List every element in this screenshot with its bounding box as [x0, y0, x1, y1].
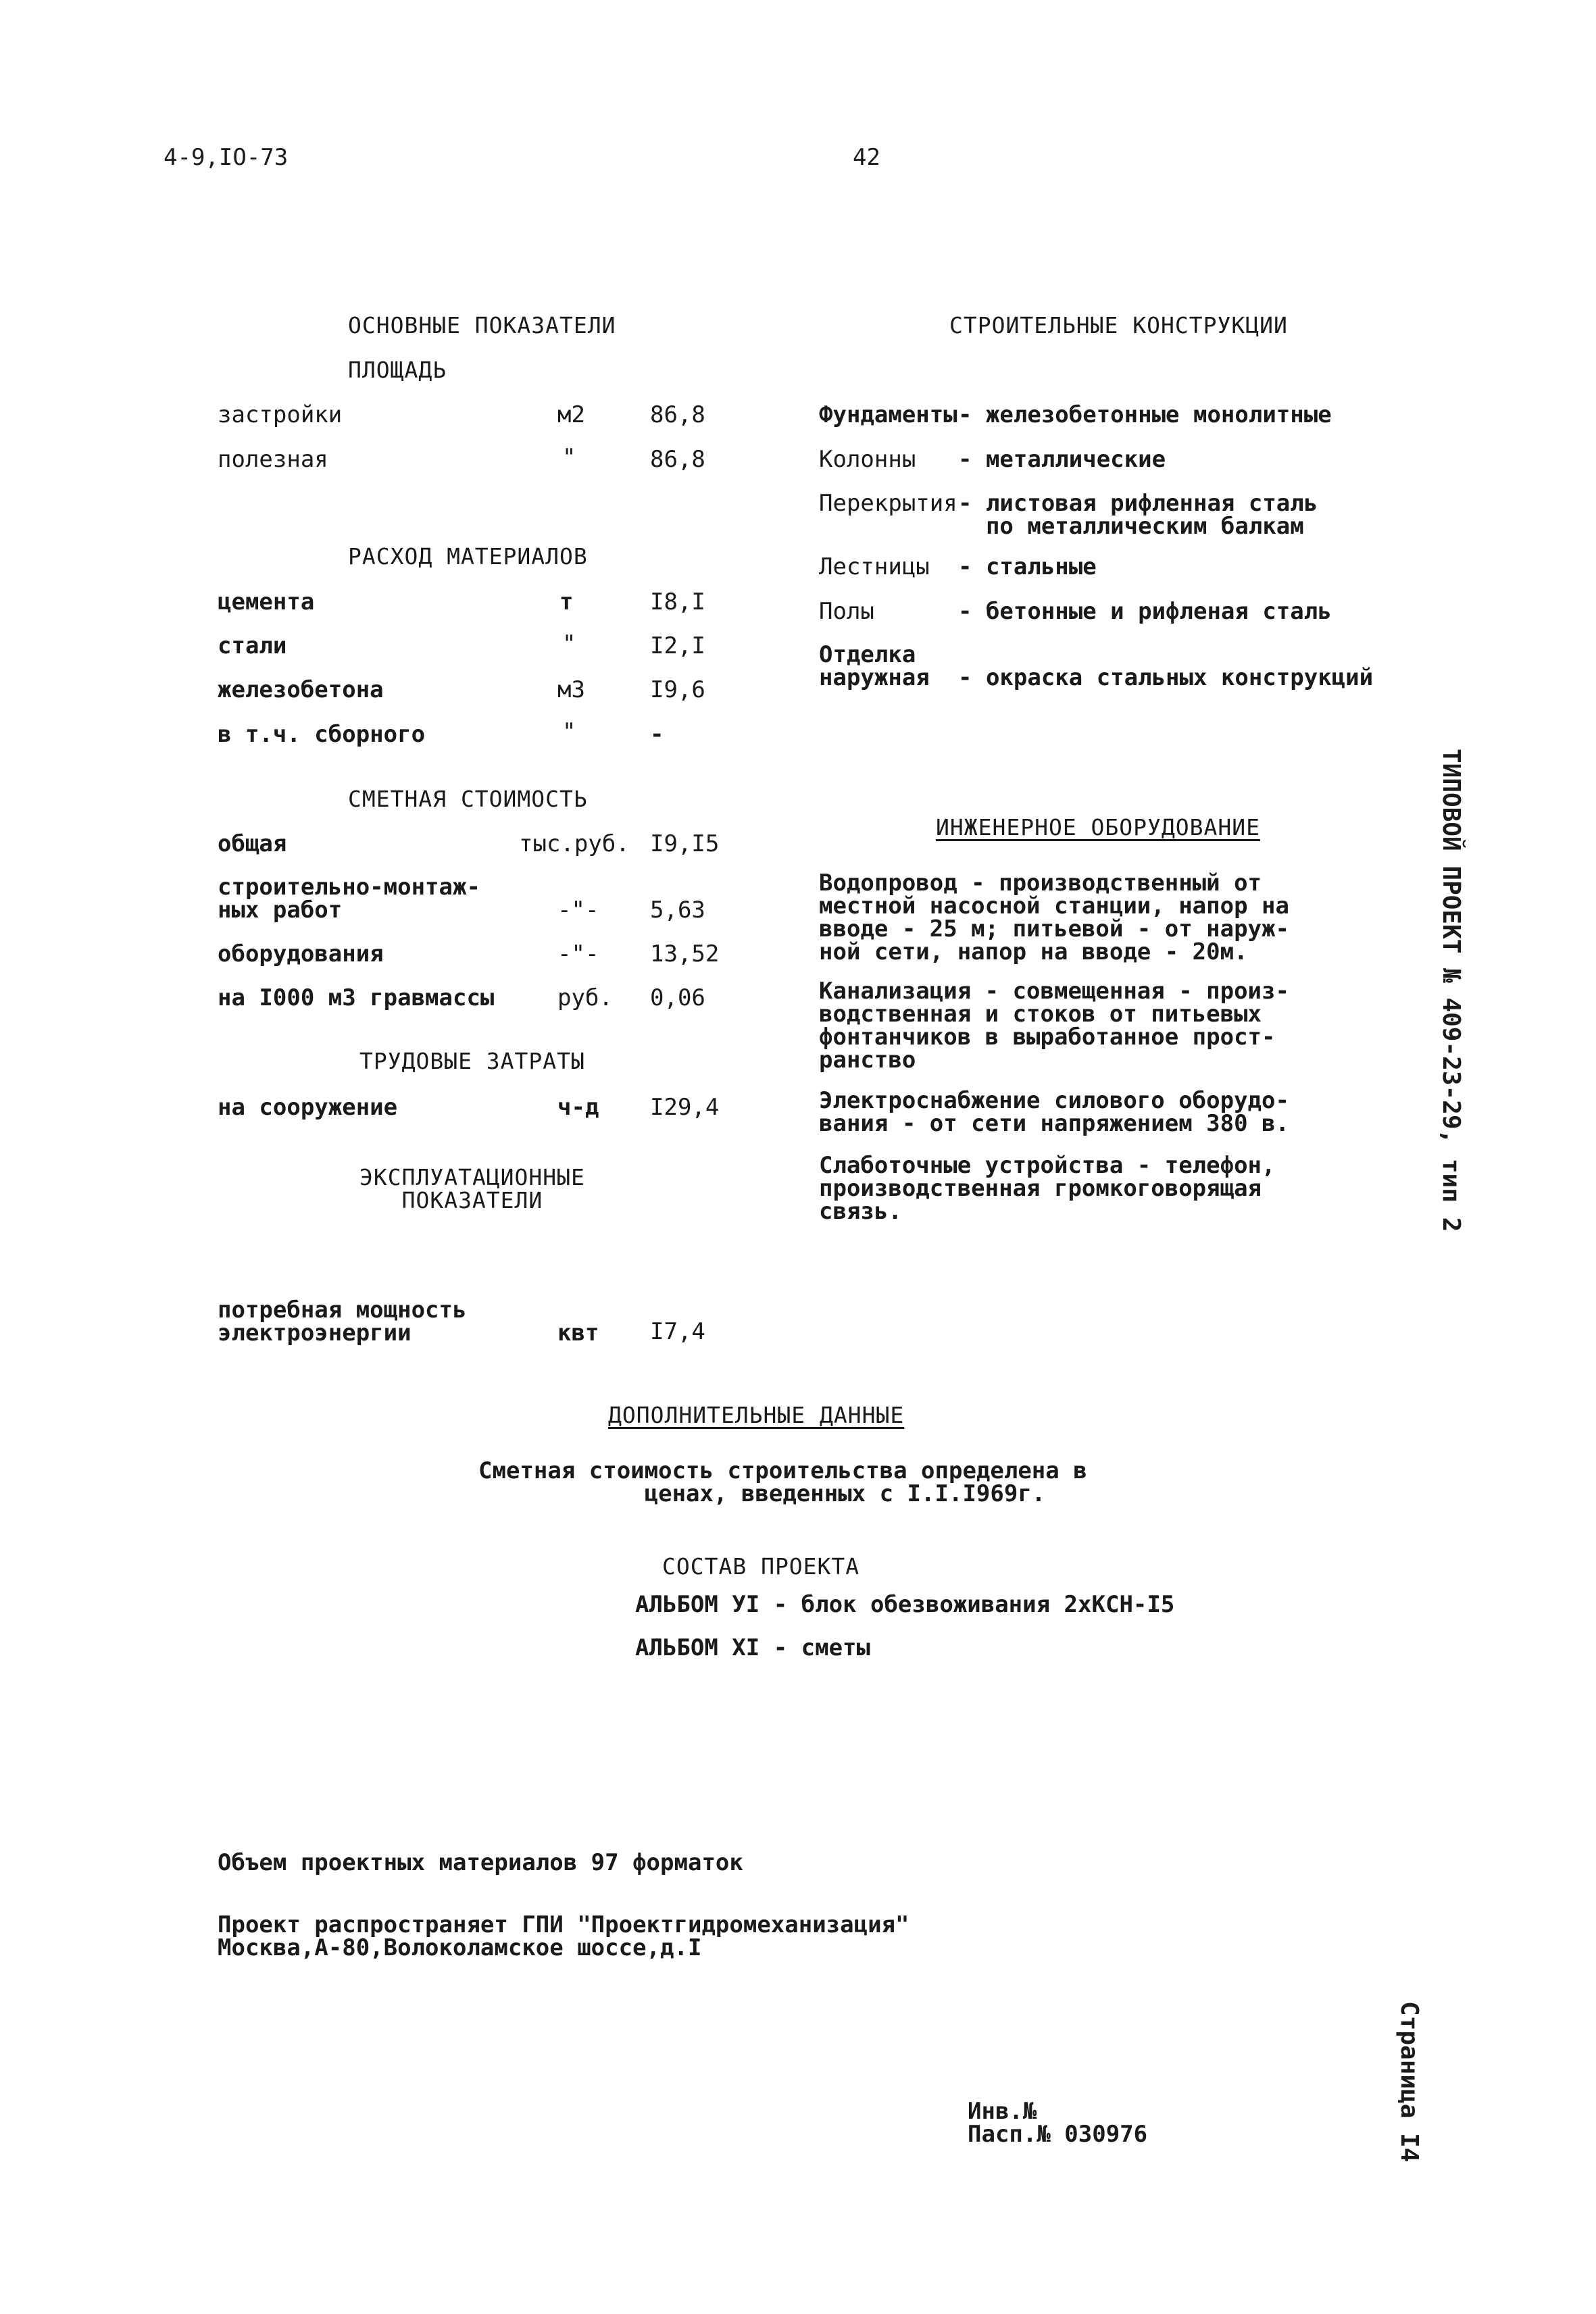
item-label: Полы	[819, 598, 874, 625]
water-supply-paragraph: Водопровод - производственный от местной насосной станции, напор на вводе - 25 м; питьевой - от наруж- ной сети, напор на вводе - 20м.	[819, 870, 1289, 965]
row-label: потребная мощность электроэнергии	[218, 1297, 467, 1347]
row-label: оборудования	[218, 940, 384, 967]
row-unit: -"-	[557, 897, 599, 924]
additional-title: ДОПОЛНИТЕЛЬНЫЕ ДАННЫЕ	[608, 1402, 905, 1428]
inventory-number: Инв.№	[968, 2098, 1037, 2125]
area-title: ПЛОЩАДЬ	[348, 357, 447, 383]
album-item: АЛЬБОМ XI - сметы	[635, 1634, 870, 1661]
row-unit: м2	[557, 401, 585, 428]
row-value: I9,I5	[650, 830, 720, 857]
page-number: 42	[853, 144, 880, 171]
row-unit: м3	[557, 676, 585, 703]
project-title-vertical: ТИПОВОЙ ПРОЕКТ № 409-23-29, тип 2	[1437, 749, 1465, 1232]
item-text: - окраска стальных конструкций	[958, 664, 1374, 691]
row-unit: "	[562, 718, 576, 745]
page-label-vertical: Страница I4	[1395, 2001, 1423, 2163]
engineering-title: ИНЖЕНЕРНОЕ ОБОРУДОВАНИЕ	[936, 814, 1260, 840]
row-label: на сооружение	[218, 1094, 398, 1121]
item-text: - железобетонные монолитные	[958, 401, 1332, 428]
cost-note: Сметная стоимость строительства определена в ценах, введенных с I.I.I969г.	[478, 1457, 1087, 1507]
main-indicators-title: ОСНОВНЫЕ ПОКАЗАТЕЛИ	[348, 312, 616, 338]
row-value: I29,4	[650, 1094, 720, 1121]
row-unit: тыс.руб.	[519, 830, 630, 857]
row-unit: "	[562, 444, 576, 471]
row-value: -	[650, 721, 664, 748]
row-value: 13,52	[650, 940, 720, 967]
composition-title: СОСТАВ ПРОЕКТА	[662, 1553, 860, 1580]
item-label: Фундаменты	[819, 401, 957, 428]
materials-volume: Объем проектных материалов 97 форматок	[218, 1849, 743, 1876]
low-current-paragraph: Слаботочные устройства - телефон, производственная громкоговорящая связь.	[819, 1152, 1276, 1225]
row-value: 0,06	[650, 984, 705, 1011]
item-label: Перекрытия	[819, 490, 957, 517]
item-text: - металлические	[958, 446, 1166, 473]
operational-title: ЭКСПЛУАТАЦИОННЫЕ ПОКАЗАТЕЛИ	[359, 1164, 585, 1213]
row-unit: -"-	[557, 940, 599, 967]
row-label: в т.ч. сборного	[218, 721, 426, 748]
row-value: 5,63	[650, 897, 705, 924]
row-unit: т	[559, 588, 574, 615]
row-value: I2,I	[650, 632, 705, 659]
row-unit: квт	[557, 1319, 599, 1347]
row-label: общая	[218, 830, 287, 857]
item-label: Колонны	[819, 446, 916, 473]
album-item: АЛЬБОМ УI - блок обезвоживания 2хКСН-I5	[635, 1591, 1175, 1618]
construction-title: СТРОИТЕЛЬНЫЕ КОНСТРУКЦИИ	[949, 312, 1288, 338]
power-supply-paragraph: Электроснабжение силового оборудо- вания - от сети напряжением 380 в.	[819, 1087, 1289, 1137]
row-label: стали	[218, 632, 287, 659]
passport-number: Пасп.№ 030976	[968, 2121, 1148, 2148]
row-value: I7,4	[650, 1318, 705, 1345]
row-value: 86,8	[650, 401, 705, 428]
materials-title: РАСХОД МАТЕРИАЛОВ	[348, 543, 588, 570]
item-text: - бетонные и рифленая сталь	[958, 598, 1332, 625]
row-label: застройки	[218, 401, 343, 428]
row-value: I8,I	[650, 588, 705, 615]
row-label: полезная	[218, 446, 328, 473]
item-text: - листовая рифленная сталь по металлическим балкам	[958, 490, 1318, 540]
row-label: цемента	[218, 588, 315, 615]
item-text: - стальные	[958, 553, 1097, 580]
row-label: строительно-монтаж- ных работ	[218, 874, 480, 924]
cost-title: СМЕТНАЯ СТОИМОСТЬ	[348, 786, 588, 812]
row-label: на I000 м3 гравмассы	[218, 984, 495, 1011]
item-label: Лестницы	[819, 553, 930, 580]
labor-title: ТРУДОВЫЕ ЗАТРАТЫ	[359, 1048, 585, 1074]
row-unit: руб.	[557, 984, 613, 1011]
row-unit: ч-д	[557, 1094, 599, 1121]
row-label: железобетона	[218, 676, 384, 703]
distributor-info: Проект распространяет ГПИ "Проектгидромеханизация" Москва,А-80,Волоколамское шоссе,д.I	[218, 1911, 909, 1961]
row-unit: "	[562, 630, 576, 657]
sewerage-paragraph: Канализация - совмещенная - произ- водственная и стоков от питьевых фонтанчиков в выработанное прост- ранство	[819, 978, 1289, 1074]
row-value: I9,6	[650, 676, 705, 703]
item-label: Отделка наружная	[819, 641, 930, 691]
doc-code: 4-9,IO-73	[164, 144, 289, 171]
row-value: 86,8	[650, 446, 705, 473]
